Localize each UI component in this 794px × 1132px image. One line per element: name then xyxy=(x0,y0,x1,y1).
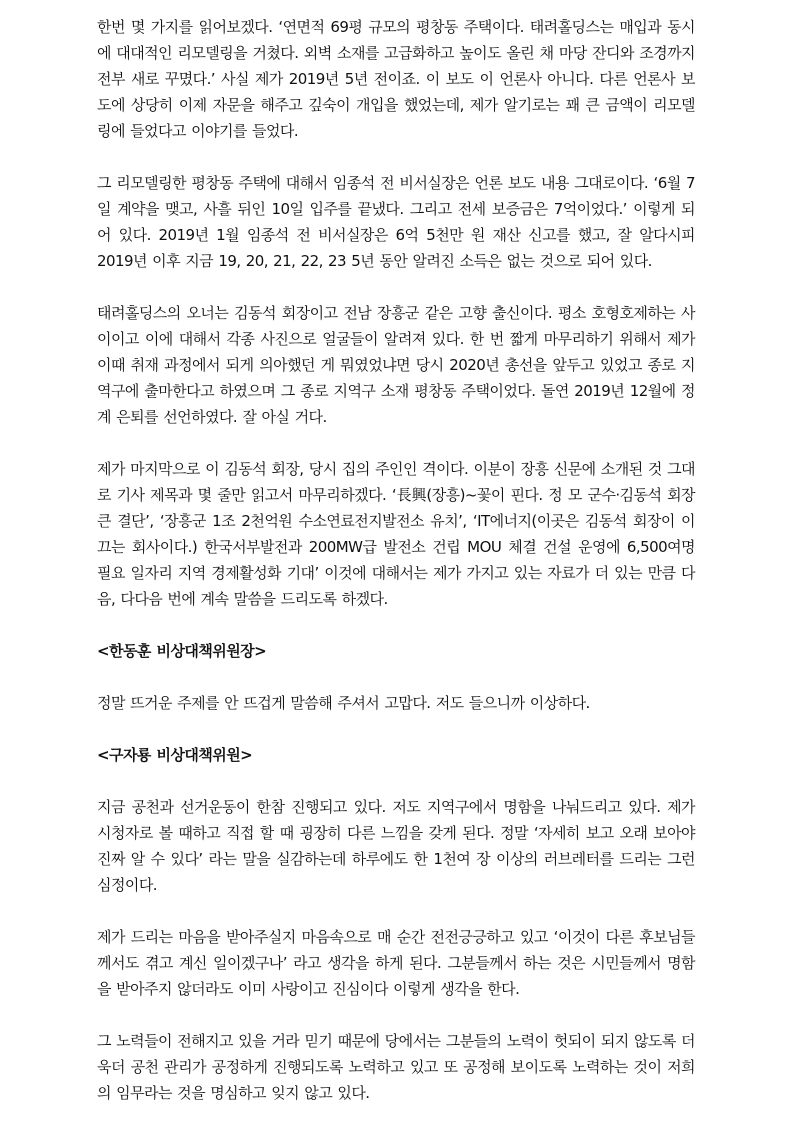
paragraph: 한번 몇 가지를 읽어보겠다. ‘연면적 69평 규모의 평창동 주택이다. 태려홀딩스는 매입과 동시에 대대적인 리모델링을 거쳤다. 외벽 소재를 고급화하고 높이도 올린 채 마당 잔디와 조경까지 전부 새로 꾸몄다.’ 사실 제가 2019년 5년 전이죠. 이 보도 이 언론사 아니다. 다른 언론사 보도에 상당히 이제 자문을 해주고 깊숙이 개입을 했었는데, 제가 알기로는 꽤 큰 금액이 리모델링에 들었다고 이야기를 들었다. xyxy=(97,18,695,140)
paragraph: 제가 드리는 마음을 받아주실지 마음속으로 매 순간 전전긍긍하고 있고 ‘이것이 다른 후보님들께서도 겪고 계신 일이겠구나’ 라고 생각을 하게 된다. 그분들께서 하는 것은 시민들께서 명함을 받아주지 않더라도 이미 사랑이고 진심이다 이렇게 생각을 한다. xyxy=(97,928,695,998)
paragraph: 지금 공천과 선거운동이 한참 진행되고 있다. 저도 지역구에서 명함을 나눠드리고 있다. 제가 시청자로 볼 때하고 직접 할 때 굉장히 다른 느낌을 갖게 된다. 정말 ‘자세히 보고 오래 보아야 진짜 알 수 있다’ 라는 말을 실감하는데 하루에도 한 1천여 장 이상의 러브레터를 드리는 그런 심정이다. xyxy=(97,798,695,894)
paragraph: 태려홀딩스의 오너는 김동석 회장이고 전남 장흥군 같은 고향 출신이다. 평소 호형호제하는 사이이고 이에 대해서 각종 사진으로 얼굴들이 알려져 있다. 한 번 짧게 마무리하기 위해서 제가 이때 취재 과정에서 되게 의아했던 게 뭐였었냐면 당시 2020년 총선을 앞두고 있었고 종로 지역구에 출마한다고 하였으며 그 종로 지역구 소재 평창동 주택이었다. 돌연 2019년 12월에 정계 은퇴를 선언하였다. 잘 아실 거다. xyxy=(97,304,695,426)
paragraph: 그 노력들이 전해지고 있을 거라 믿기 때문에 당에서는 그분들의 노력이 헛되이 되지 않도록 더욱더 공천 관리가 공정하게 진행되도록 노력하고 있고 또 공정해 보이도록 노력하는 것이 저희의 임무라는 것을 명심하고 잊지 않고 있다. xyxy=(97,1032,695,1102)
document-body xyxy=(97,14,695,1132)
speaker-heading: <구자룡 비상대책위원> xyxy=(97,746,253,764)
paragraph: 정말 뜨거운 주제를 안 뜨겁게 말씀해 주셔서 고맙다. 저도 들으니까 이상하다. xyxy=(97,694,590,712)
speaker-heading: <한동훈 비상대책위원장> xyxy=(97,642,267,660)
paragraph: 그 리모델링한 평창동 주택에 대해서 임종석 전 비서실장은 언론 보도 내용 그대로이다. ‘6월 7일 계약을 맺고, 사흘 뒤인 10일 입주를 끝냈다. 그리고 전세 보증금은 7억이었다.’ 이렇게 되어 있다. 2019년 1월 임종석 전 비서실장은 6억 5천만 원 재산 신고를 했고, 잘 알다시피 2019년 이후 지금 19, 20, 21, 22, 23 5년 동안 알려진 소득은 없는 것으로 되어 있다. xyxy=(97,174,695,270)
paragraph: 제가 마지막으로 이 김동석 회장, 당시 집의 주인인 격이다. 이분이 장흥 신문에 소개된 것 그대로 기사 제목과 몇 줄만 읽고서 마무리하겠다. ‘長興(장흥)~꽃이 핀다. 정 모 군수·김동석 회장 큰 결단’, ‘장흥군 1조 2천억원 수소연료전지발전소 유치’, ‘IT에너지(이곳은 김동석 회장이 이끄는 회사이다.) 한국서부발전과 200MW급 발전소 건립 MOU 체결 건설 운영에 6,500여명 필요 일자리 지역 경제활성화 기대’ 이것에 대해서는 제가 가지고 있는 자료가 더 있는 만큼 다음, 다다음 번에 계속 말씀을 드리도록 하겠다. xyxy=(97,460,695,608)
